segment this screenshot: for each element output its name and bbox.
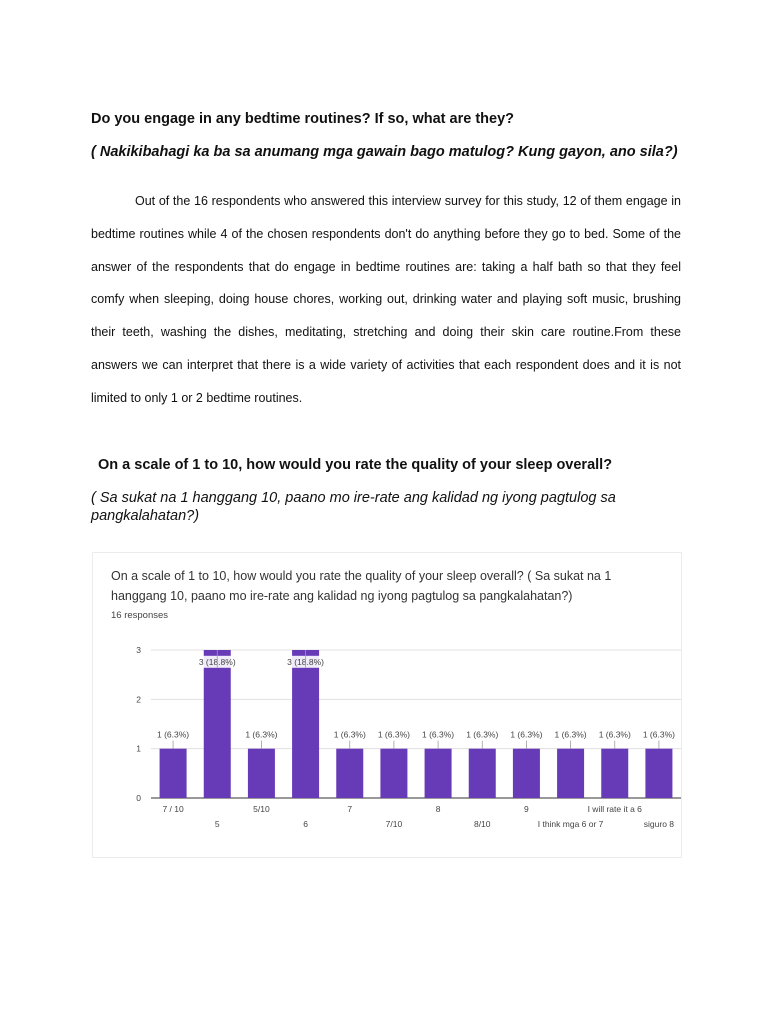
chart-title: On a scale of 1 to 10, how would you rate the quality of your sleep overall? ( Sa sukat na 1 hanggang 10, paano mo ire-rate ang kalidad ng iyong pagtulog sa pangkalahatan?)	[111, 569, 612, 603]
data-label: 1 (6.3%)	[642, 729, 675, 740]
bar	[380, 749, 407, 798]
y-tick-label: 2	[136, 694, 141, 705]
question-1-answer: Out of the 16 respondents who answered this interview survey for this study, 12 of them engage in bedtime routines while 4 of the chosen respondents don't do anything before they go to bed. Some of the answer of the respondents that do engage in bedtime routines are: taking a half bath so that they feel comfy when sleeping, doing house chores, working out, drinking water and playing soft music, brushing their teeth, washing the dishes, meditating, stretching and doing their skin care routine.From these answers we can interpret that there is a wide variety of activities that each respondent does and it is not limited to only 1 or 2 bedtime routines.	[91, 194, 681, 405]
bar	[425, 749, 452, 798]
data-label: 1 (6.3%)	[245, 729, 278, 740]
bar	[204, 650, 231, 798]
x-tick-label: 7/10	[385, 819, 403, 829]
data-label: 3 (18.8%)	[287, 656, 325, 667]
data-label: 1 (6.3%)	[422, 729, 455, 740]
x-tick-label: 5/10	[253, 804, 270, 814]
x-tick-label: I will rate it a 6	[587, 804, 642, 814]
x-tick-label: 8/10	[473, 819, 491, 829]
bar	[336, 749, 363, 798]
bar-chart	[93, 553, 681, 857]
data-label: 1 (6.3%)	[333, 729, 366, 740]
x-tick-label: 6	[303, 819, 308, 829]
question-1-translation: ( Nakikibahagi ka ba sa anumang mga gawain bago matulog? Kung gayon, ano sila?)	[91, 144, 678, 160]
question-2-heading: On a scale of 1 to 10, how would you rate the quality of your sleep overall?	[98, 457, 613, 473]
x-tick-label: siguro 8	[643, 819, 675, 829]
data-label: 1 (6.3%)	[466, 729, 499, 740]
bar	[645, 749, 672, 798]
data-label: 1 (6.3%)	[510, 729, 543, 740]
data-label: 1 (6.3%)	[554, 729, 587, 740]
bar	[513, 749, 540, 798]
data-label: 1 (6.3%)	[598, 729, 631, 740]
x-tick-label: 7 / 10	[162, 804, 184, 814]
bar	[160, 749, 187, 798]
question-1-heading: Do you engage in any bedtime routines? If so, what are they?	[91, 111, 514, 127]
bar	[557, 749, 584, 798]
bar	[248, 749, 275, 798]
y-tick-label: 1	[136, 743, 141, 754]
x-tick-label: 7	[347, 804, 353, 814]
y-tick-label: 3	[136, 645, 141, 655]
data-label: 3 (18.8%)	[198, 656, 236, 667]
bar	[292, 650, 319, 798]
data-label: 1 (6.3%)	[157, 729, 190, 740]
response-count: 16 responses	[111, 610, 169, 621]
x-tick-label: I think mga 6 or 7	[537, 819, 604, 829]
question-2-translation: ( Sa sukat na 1 hanggang 10, paano mo ire-rate ang kalidad ng iyong pagtulog sa pangkalahatan?)	[91, 490, 616, 524]
y-tick-label: 0	[136, 793, 141, 803]
x-tick-label: 5	[214, 819, 220, 829]
x-tick-label: 8	[435, 804, 441, 814]
data-label: 1 (6.3%)	[377, 729, 410, 740]
bar	[601, 749, 628, 798]
bar	[469, 749, 496, 798]
chart-card	[92, 552, 682, 858]
x-tick-label: 9	[524, 804, 529, 814]
